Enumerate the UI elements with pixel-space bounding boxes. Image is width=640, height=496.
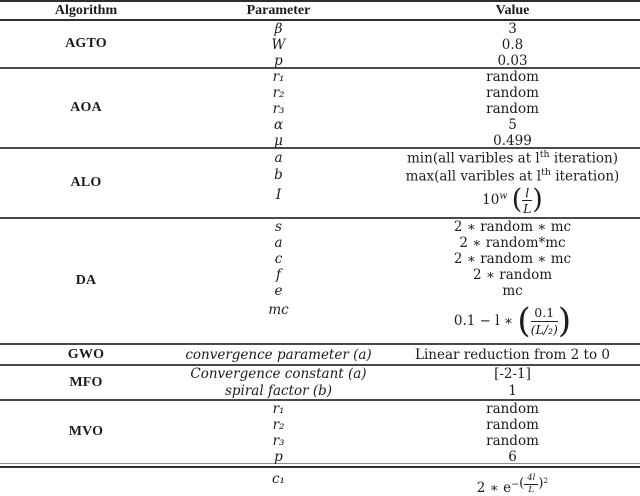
value-cell: random xyxy=(486,401,539,417)
col-header-parameter: Parameter xyxy=(246,2,311,18)
parameter-cell: W xyxy=(271,37,286,53)
value-cell: 2 ∗ random ∗ mc xyxy=(453,251,572,267)
value-cell: random xyxy=(486,69,539,85)
table-row xyxy=(172,69,640,85)
table-row xyxy=(172,366,640,383)
value-cell-formula: 0.1 − l ∗ ( $\frac{0.1}{\text{(L∕₂)}}$ ) xyxy=(453,300,572,341)
table-row xyxy=(172,267,640,283)
parameter-cell: μ xyxy=(274,133,283,149)
value-cell: 0.499 xyxy=(493,133,532,149)
algorithm-name: GWO xyxy=(67,346,105,362)
table-row xyxy=(172,53,640,69)
table-row xyxy=(172,283,640,299)
algorithm-name: ALO xyxy=(70,175,102,190)
parameter-cell: α xyxy=(273,117,284,133)
table-row xyxy=(172,167,640,185)
value-cell: 2 ∗ random xyxy=(472,267,553,283)
section-mvo xyxy=(0,399,640,463)
value-cell: 2 ∗ random*mc xyxy=(459,235,566,251)
parameter-cell: mc xyxy=(268,302,289,318)
parameter-cell: c₁ xyxy=(272,471,285,487)
value-cell: 2 ∗ random ∗ mc xyxy=(453,219,572,235)
parameter-cell: c xyxy=(274,251,283,267)
fraction: $\frac{4l}{L}$ xyxy=(524,474,538,494)
value-cell: 0.8 xyxy=(501,37,524,53)
section-last-cutoff xyxy=(0,468,640,496)
parameter-cell: r₃ xyxy=(272,101,285,117)
table-row xyxy=(172,37,640,53)
table-row xyxy=(172,383,640,400)
fraction: $\frac{l}{L}$ xyxy=(523,184,532,216)
parameter-cell: a xyxy=(274,149,283,166)
algorithm-name: MFO xyxy=(69,374,103,390)
parameter-cell: r₁ xyxy=(272,401,285,417)
table-row xyxy=(172,251,640,267)
section-aoa xyxy=(0,67,640,147)
value-cell-formula: 2 ∗ $e^{-( \frac{4l}{L} )^2}$ xyxy=(476,473,549,496)
value-cell-formula: 10$^w$ ( $\frac{l}{L}$ ) xyxy=(482,184,543,216)
table-row xyxy=(172,85,640,101)
table-row xyxy=(172,133,640,149)
value-cell: random xyxy=(486,433,539,449)
algorithm-name: MVO xyxy=(68,424,104,439)
table-row xyxy=(172,401,640,417)
parameter-cell: r₂ xyxy=(272,85,285,101)
table-row xyxy=(172,345,640,364)
parameter-cell: β xyxy=(274,21,283,37)
section-alo xyxy=(0,147,640,217)
table-row xyxy=(172,433,640,449)
open-paren: ( xyxy=(511,184,523,216)
table-row xyxy=(172,235,640,251)
parameter-cell: r₃ xyxy=(272,433,285,449)
section-da xyxy=(0,217,640,343)
parameter-cell: Convergence constant (a) xyxy=(190,366,367,383)
value-cell: random xyxy=(486,85,539,101)
parameter-cell: I xyxy=(275,187,282,203)
section-gwo xyxy=(0,343,640,364)
value-cell: 3 xyxy=(508,21,517,37)
algorithm-name: AGTO xyxy=(65,36,107,51)
algorithm-name: AOA xyxy=(70,100,102,115)
table-row xyxy=(172,219,640,235)
close-paren: ) xyxy=(557,300,572,341)
value-cell: random xyxy=(486,417,539,433)
value-cell: mc xyxy=(502,283,523,299)
value-cell: random xyxy=(486,101,539,117)
table-row xyxy=(172,149,640,167)
open-paren: ( xyxy=(517,300,531,341)
parameter-cell: b xyxy=(274,167,283,184)
section-mfo xyxy=(0,364,640,399)
close-paren: ) xyxy=(532,184,543,216)
value-cell: 0.03 xyxy=(497,53,528,69)
algorithm-name xyxy=(0,468,172,492)
value-cell: 6 xyxy=(508,449,517,465)
parameter-cell: a xyxy=(274,235,283,251)
parameter-cell: r₂ xyxy=(272,417,285,433)
table-row xyxy=(172,117,640,133)
table-row xyxy=(172,417,640,433)
table-row xyxy=(172,449,640,465)
parameter-cell: s xyxy=(275,219,282,235)
parameter-cell: e xyxy=(274,283,283,299)
parameter-cell: p xyxy=(274,449,283,465)
value-cell: Linear reduction from 2 to 0 xyxy=(415,346,610,363)
section-agto xyxy=(0,21,640,67)
parameter-cell: convergence parameter (a) xyxy=(185,346,372,363)
col-header-value: Value xyxy=(495,2,530,18)
parameter-cell: p xyxy=(274,53,283,69)
table-row xyxy=(172,299,640,343)
table-header xyxy=(0,2,640,21)
value-cell: [-2-1] xyxy=(494,366,531,383)
parameter-cell: spiral factor (b) xyxy=(224,382,333,399)
fraction: $\frac{0.1}{\text{(L∕₂)}}$ xyxy=(530,305,558,337)
parameter-cell: r₁ xyxy=(272,69,285,85)
table-row xyxy=(172,101,640,117)
exponent: −( 4l L )2 xyxy=(511,473,549,495)
value-cell: min(all varibles at $l^{th}$ iteration) xyxy=(407,149,618,167)
value-cell: 1 xyxy=(508,382,517,399)
algorithm-name: DA xyxy=(75,273,97,288)
value-cell: 5 xyxy=(508,117,517,133)
col-header-algorithm: Algorithm xyxy=(54,2,118,18)
table-row xyxy=(172,21,640,37)
table-row xyxy=(172,184,640,217)
value-cell: max(all varibles at $l^{th}$ iteration) xyxy=(405,166,620,184)
parameter-cell: f xyxy=(276,267,281,283)
